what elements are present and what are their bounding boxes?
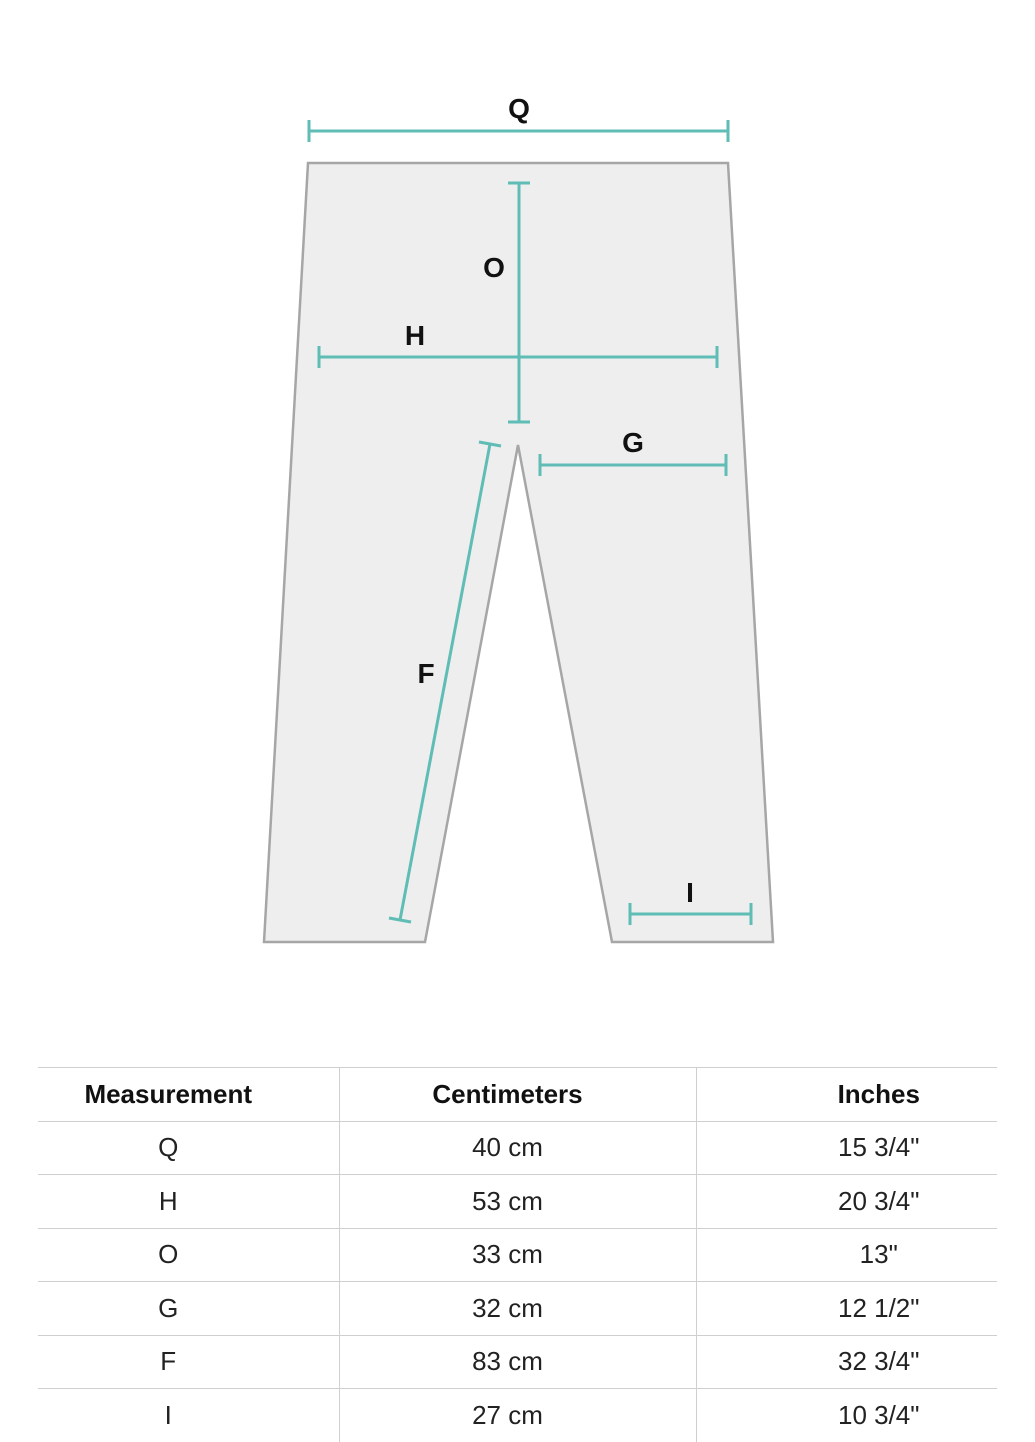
header-inches: Inches	[696, 1068, 997, 1122]
size-chart-table	[38, 1067, 997, 1442]
cell-measurement: I	[38, 1389, 339, 1442]
label-g: G	[622, 427, 644, 458]
table-row	[38, 1228, 997, 1282]
label-h: H	[404, 320, 426, 351]
table-row	[38, 1335, 997, 1389]
cell-inches: 12 1/2"	[696, 1282, 997, 1336]
cell-measurement: G	[38, 1282, 339, 1336]
label-f: F	[417, 658, 435, 689]
cell-measurement: H	[38, 1175, 339, 1229]
label-i: I	[686, 877, 694, 908]
cell-inches: 32 3/4"	[696, 1335, 997, 1389]
label-o: O	[483, 252, 505, 283]
cell-centimeters: 27 cm	[339, 1389, 696, 1442]
cell-inches: 13"	[696, 1228, 997, 1282]
cell-centimeters: 32 cm	[339, 1282, 696, 1336]
header-centimeters: Centimeters	[339, 1068, 696, 1122]
table-header-row	[38, 1068, 997, 1122]
cell-centimeters: 33 cm	[339, 1228, 696, 1282]
cell-inches: 20 3/4"	[696, 1175, 997, 1229]
table-row	[38, 1175, 997, 1229]
header-measurement: Measurement	[38, 1068, 339, 1122]
table-row	[38, 1389, 997, 1442]
cell-centimeters: 83 cm	[339, 1335, 696, 1389]
cell-inches: 10 3/4"	[696, 1389, 997, 1442]
cell-measurement: O	[38, 1228, 339, 1282]
table-row	[38, 1121, 997, 1175]
cell-centimeters: 53 cm	[339, 1175, 696, 1229]
label-q: Q	[508, 93, 530, 124]
table-row	[38, 1282, 997, 1336]
cell-measurement: Q	[38, 1121, 339, 1175]
cell-measurement: F	[38, 1335, 339, 1389]
cell-inches: 15 3/4"	[696, 1121, 997, 1175]
cell-centimeters: 40 cm	[339, 1121, 696, 1175]
